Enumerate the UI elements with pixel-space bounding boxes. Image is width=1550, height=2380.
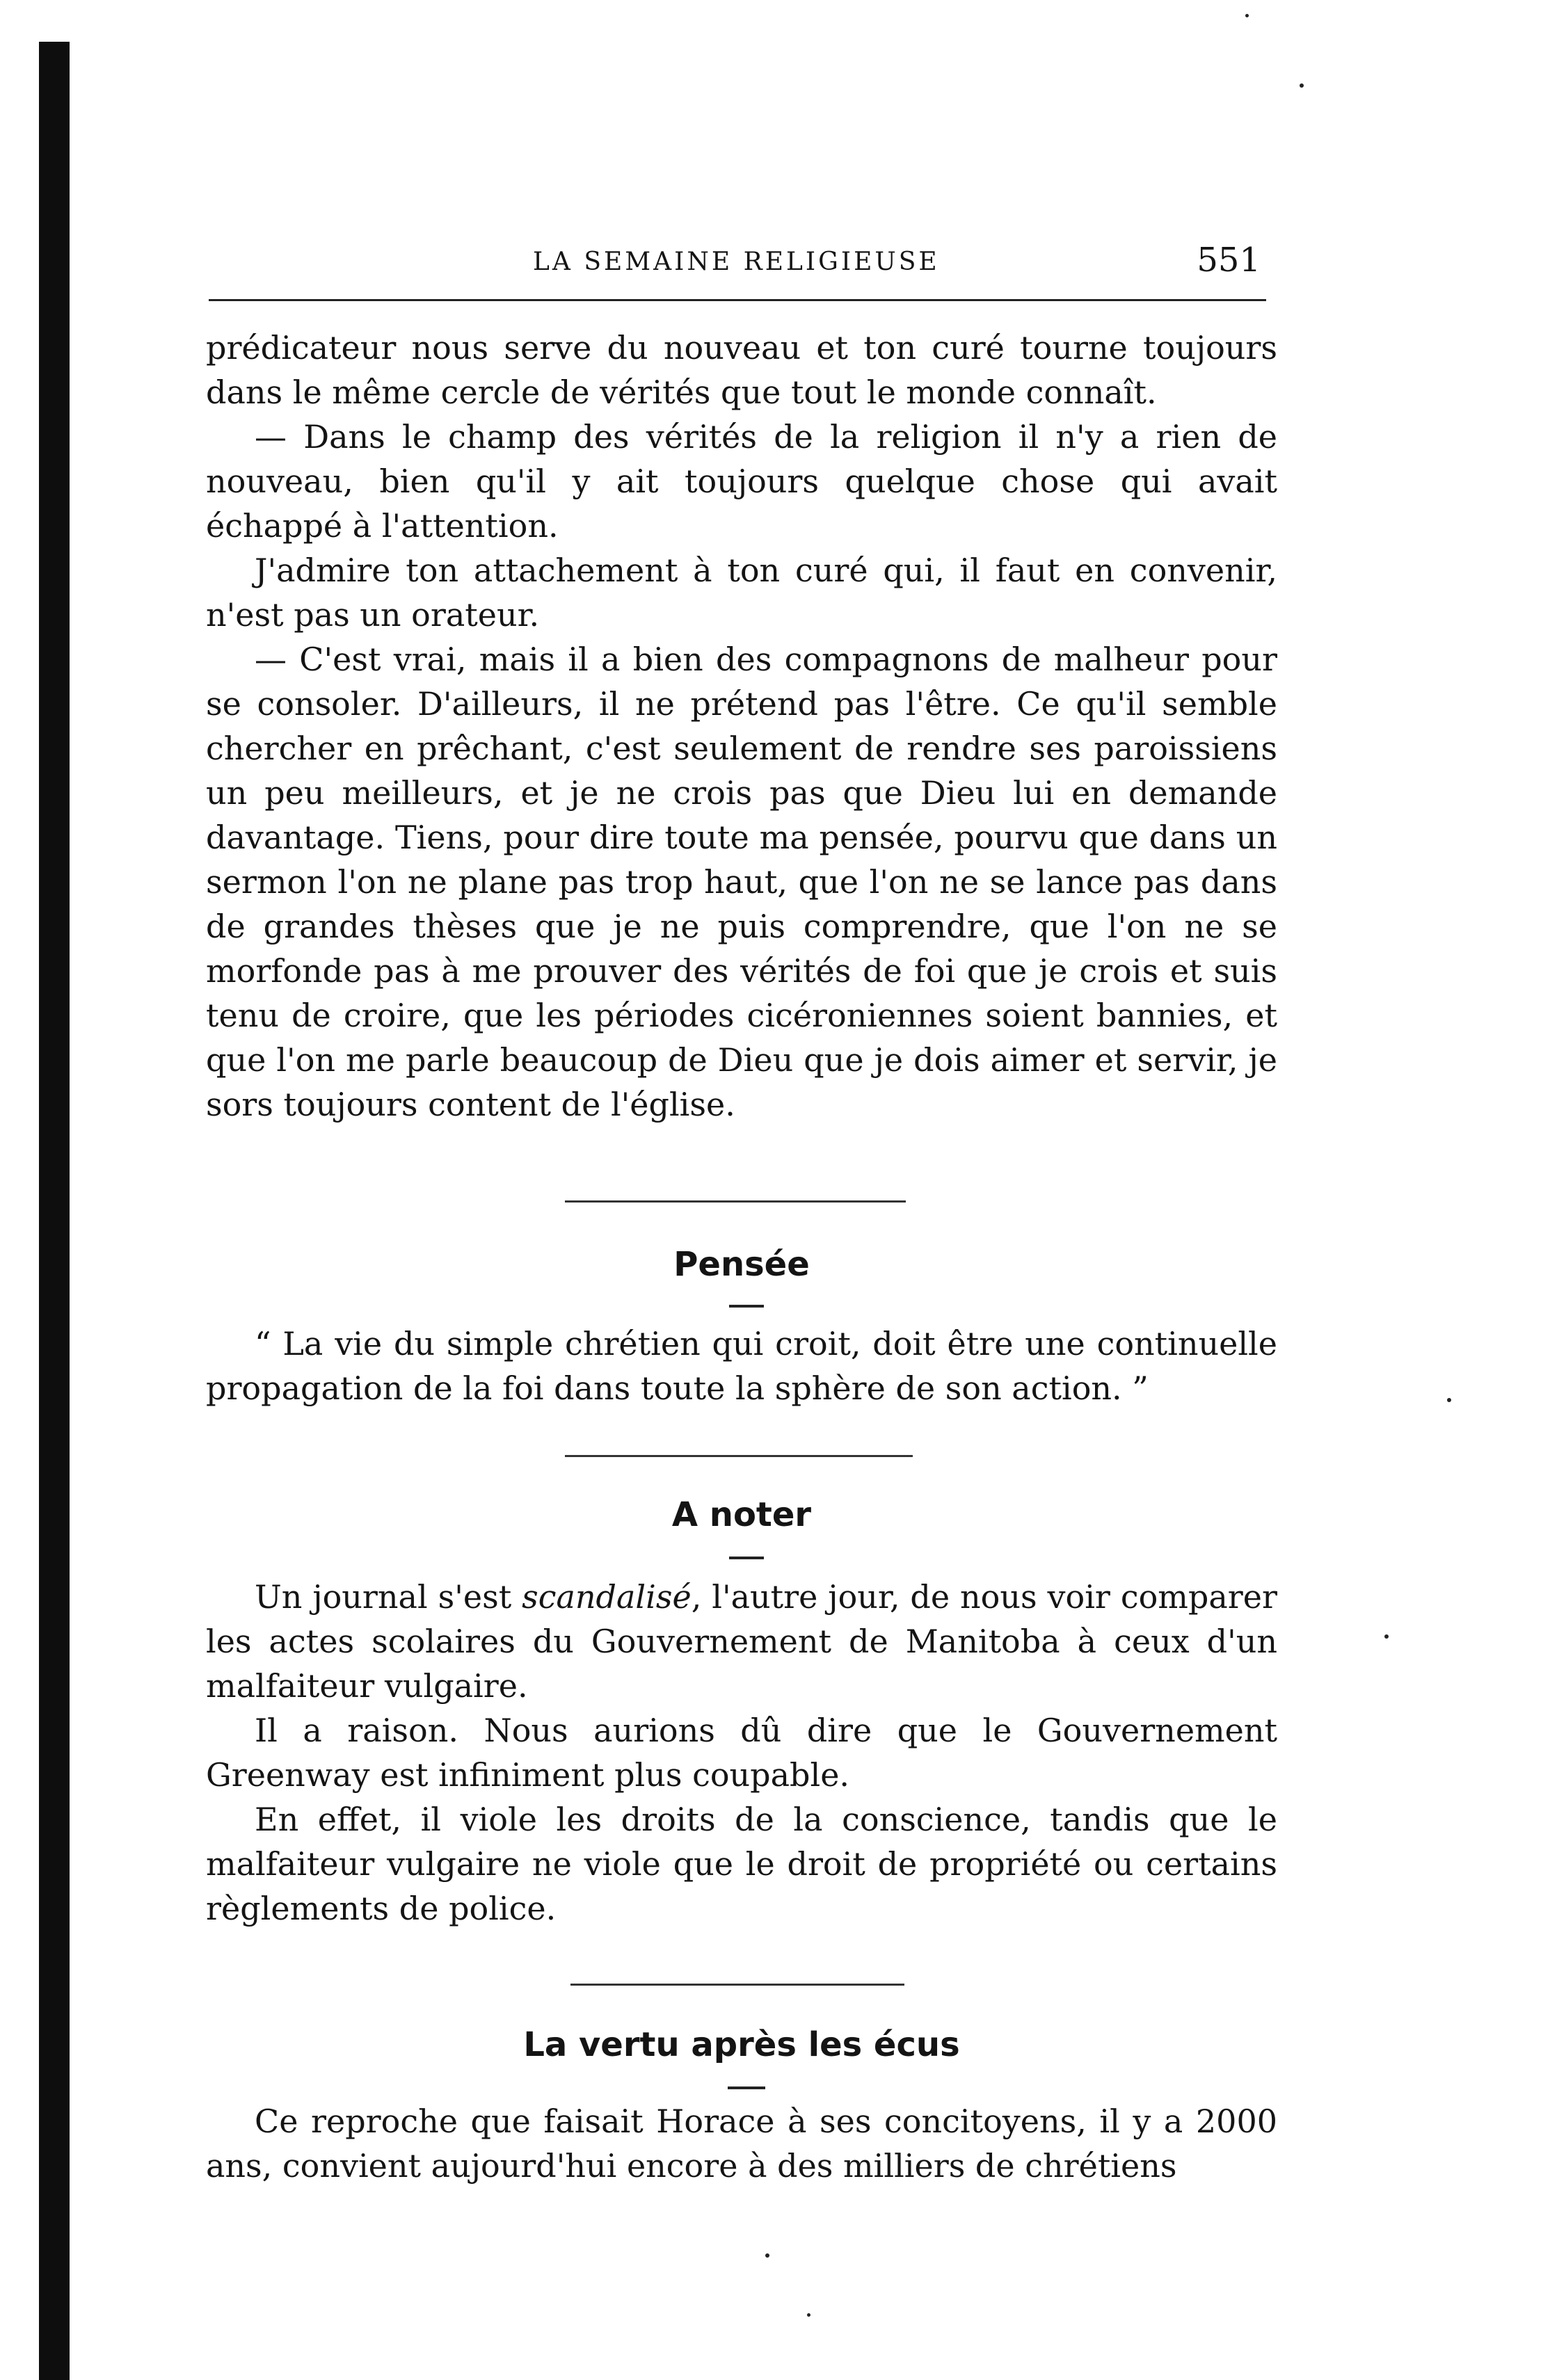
heading-dash	[728, 2086, 765, 2089]
paragraph: — C'est vrai, mais il a bien des compagnons de malheur pour se consoler. D'ailleurs, il ne prétend pas l'être. Ce qu'il semble chercher en prêchant, c'est seulement de rendre ses paroissiens un peu meilleurs, et je ne crois pas que Dieu lui en demande davantage. Tiens, pour dire toute ma pensée, pourvu que dans un sermon l'on ne plane pas trop haut, que l'on ne se lance pas dans de grandes thèses que je ne puis comprendre, que l'on ne se morfonde pas à me prouver des vérités de foi que je crois et suis tenu de croire, que les périodes cicéroniennes soient bannies, et que l'on me parle beaucoup de Dieu que je dois aimer et servir, je sors toujours content de l'église.	[206, 641, 1277, 1123]
scan-speck	[1245, 14, 1249, 17]
scan-speck	[1384, 1634, 1389, 1639]
scan-speck	[1447, 1398, 1451, 1402]
scan-speck	[1300, 83, 1304, 88]
paragraph: En effet, il viole les droits de la conscience, tandis que le malfaiteur vulgaire ne viole que le droit de propriété ou certains règlements de police.	[206, 1801, 1277, 1927]
heading-vertu: La vertu après les écus	[523, 2025, 960, 2064]
section-divider	[570, 1984, 904, 1986]
heading-dash	[729, 1305, 764, 1308]
text-run: Un journal s'est	[255, 1578, 522, 1616]
text-run: , l'autre jour, de nous voir comparer les actes scolaires du Gouvernement de Manitoba à ceux d'un malfaiteur vulgaire.	[206, 1578, 1277, 1705]
section-divider	[565, 1455, 913, 1457]
running-header	[206, 235, 1270, 291]
paragraph: prédicateur nous serve du nouveau et ton curé tourne toujours dans le même cercle de vérités que tout le monde connaît.	[206, 329, 1277, 411]
vertu-body	[206, 2099, 1277, 2188]
paragraph: — Dans le champ des vérités de la religion il n'y a rien de nouveau, bien qu'il y ait toujours quelque chose qui avait échappé à l'attention.	[206, 418, 1277, 545]
scan-speck	[765, 2253, 769, 2258]
scan-binding-shadow	[39, 42, 70, 2380]
page-number: 551	[1197, 241, 1261, 280]
pensee-quote	[206, 1321, 1277, 1410]
a-noter-body	[206, 1575, 1277, 1931]
paragraph	[206, 1575, 1277, 1708]
section-divider	[565, 1200, 906, 1203]
italic-word: scandalisé	[522, 1578, 692, 1616]
heading-dash	[729, 1557, 764, 1559]
paragraph: Ce reproche que faisait Horace à ses concitoyens, il y a 2000 ans, convient aujourd'hui encore à des milliers de chrétiens	[206, 2102, 1277, 2185]
paragraph: J'admire ton attachement à ton curé qui, il faut en convenir, n'est pas un orateur.	[206, 552, 1277, 634]
section-continuation	[206, 325, 1277, 1127]
paragraph: Il a raison. Nous aurions dû dire que le Gouvernement Greenway est infiniment plus coupable.	[206, 1712, 1277, 1794]
heading-a-noter: A noter	[671, 1495, 812, 1534]
header-rule	[209, 299, 1266, 301]
heading-pensee: Pensée	[673, 1245, 810, 1284]
scan-speck	[807, 2313, 810, 2317]
header-title: LA SEMAINE RELIGIEUSE	[533, 248, 940, 276]
quote-paragraph: “ La vie du simple chrétien qui croit, doit être une continuelle propagation de la foi dans toute la sphère de son action. ”	[206, 1325, 1277, 1407]
